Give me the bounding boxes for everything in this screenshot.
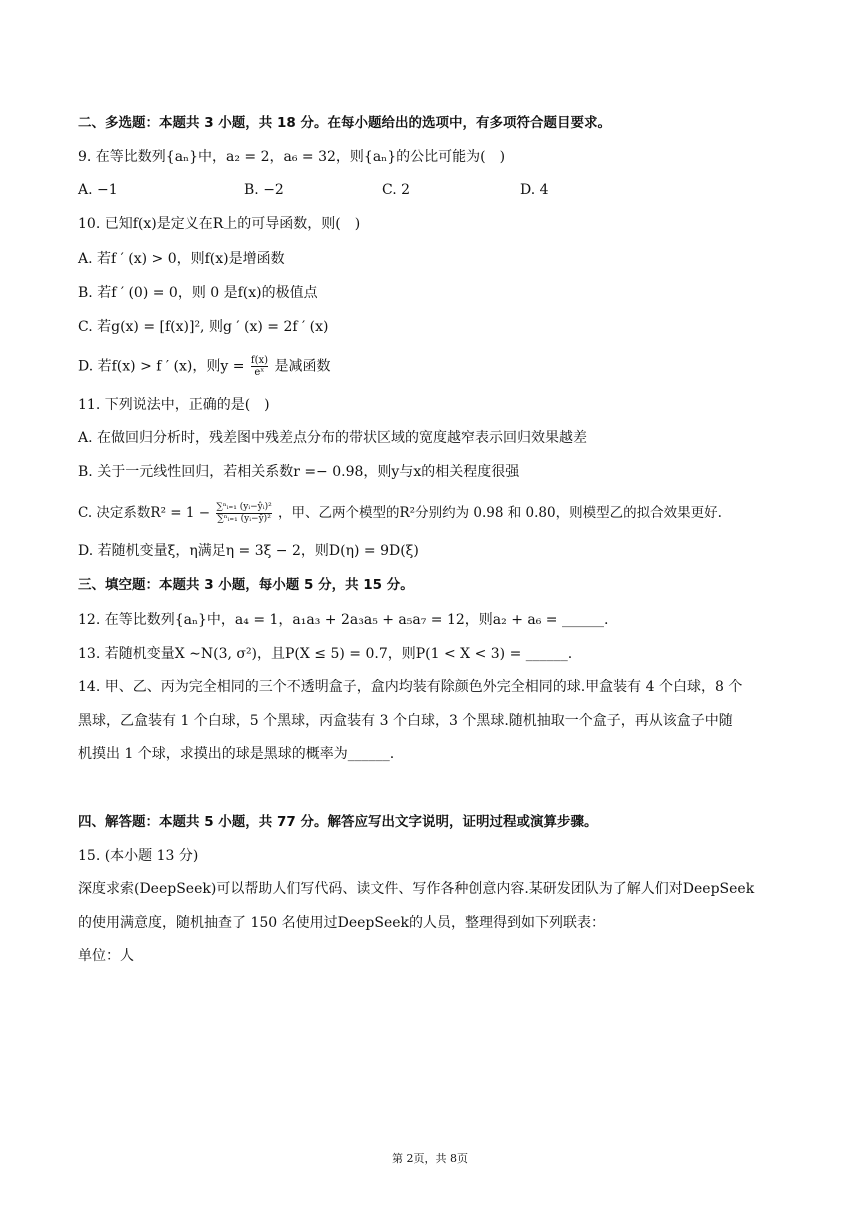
question-9-stem: 9. 在等比数列{aₙ}中，a₂ = 2，a₆ = 32，则{aₙ}的公比可能为( )	[78, 149, 506, 165]
question-14-line: 14. 甲、乙、丙为完全相同的三个不透明盒子，盒内均装有除颜色外完全相同的球.甲盒装有 4 个白球，8 个	[78, 679, 743, 695]
question-15-line: 单位：人	[78, 948, 134, 964]
q10-option-d	[78, 355, 331, 378]
section-2-heading: 二、多选题：本题共 3 小题，共 18 分。在每小题给出的选项中，有多项符合题目要求。	[78, 115, 611, 131]
section-4-heading: 四、解答题：本题共 5 小题，共 77 分。解答应写出文字说明，证明过程或演算步骤。	[78, 814, 598, 830]
question-13: 13. 若随机变量X ∼N(3, σ²)，且P(X ≤ 5) = 0.7，则P(1 < X < 3) = ______.	[78, 646, 573, 662]
q11-option-a: A. 在做回归分析时，残差图中残差点分布的带状区域的宽度越窄表示回归效果越差	[78, 430, 588, 446]
fraction-numerator: ∑ⁿᵢ₌₁ (yᵢ−ŷᵢ)²	[216, 502, 272, 512]
q11-c-prefix: C. 决定系数R² = 1 −	[78, 505, 211, 521]
q10-option-a: A. 若f ′ (x) > 0，则f(x)是增函数	[78, 251, 285, 267]
q11-c-suffix: ，甲、乙两个模型的R²分别约为 0.98 和 0.80，则模型乙的拟合效果更好.	[278, 505, 722, 521]
question-14-line: 黑球，乙盒装有 1 个白球，5 个黑球，丙盒装有 3 个白球，3 个黑球.随机抽取一个盒子，再从该盒子中随	[78, 713, 733, 729]
fraction	[216, 502, 271, 525]
q10-d-suffix: 是减函数	[274, 358, 331, 375]
page-footer: 第 2页，共 8页	[392, 1152, 468, 1165]
q10-d-prefix: D. 若f(x) > f ′ (x)，则y =	[78, 358, 245, 375]
q9-option-b: B. −2	[244, 182, 284, 198]
q9-option-c: C. 2	[382, 182, 411, 198]
question-15-title: 15. (本小题 13 分)	[78, 848, 199, 864]
question-11-stem: 11. 下列说法中，正确的是( )	[78, 397, 270, 413]
q11-option-b: B. 关于一元线性回归，若相关系数r =− 0.98，则y与x的相关程度很强	[78, 464, 520, 480]
fraction-denominator: eˣ	[254, 367, 265, 378]
question-14-line: 机摸出 1 个球，求摸出的球是黑球的概率为______.	[78, 746, 395, 762]
question-10-stem: 10. 已知f(x)是定义在R上的可导函数，则( )	[78, 216, 361, 232]
q10-option-c: C. 若g(x) = [f(x)]², 则g ′ (x) = 2f ′ (x)	[78, 319, 329, 335]
q11-option-d: D. 若随机变量ξ，η满足η = 3ξ − 2，则D(η) = 9D(ξ)	[78, 543, 419, 559]
question-15-line: 深度求索(DeepSeek)可以帮助人们写代码、读文件、写作各种创意内容.某研发团队为了解人们对DeepSeek	[78, 881, 755, 897]
question-12: 12. 在等比数列{aₙ}中，a₄ = 1，a₁a₃ + 2a₃a₅ + a₅a₇ = 12，则a₂ + a₆ = ______.	[78, 612, 609, 628]
question-15-line: 的使用满意度，随机抽查了 150 名使用过DeepSeek的人员，整理得到如下列联表：	[78, 915, 606, 931]
fraction-denominator: ∑ⁿᵢ₌₁ (yᵢ−ȳ)²	[217, 514, 271, 524]
q9-option-a: A. −1	[78, 182, 118, 198]
q9-option-d: D. 4	[520, 182, 549, 198]
fraction-numerator: f(x)	[250, 355, 269, 366]
q11-option-c	[78, 502, 722, 525]
fraction	[251, 355, 268, 378]
q10-option-b: B. 若f ′ (0) = 0，则 0 是f(x)的极值点	[78, 285, 318, 301]
section-3-heading: 三、填空题：本题共 3 小题，每小题 5 分，共 15 分。	[78, 577, 414, 593]
